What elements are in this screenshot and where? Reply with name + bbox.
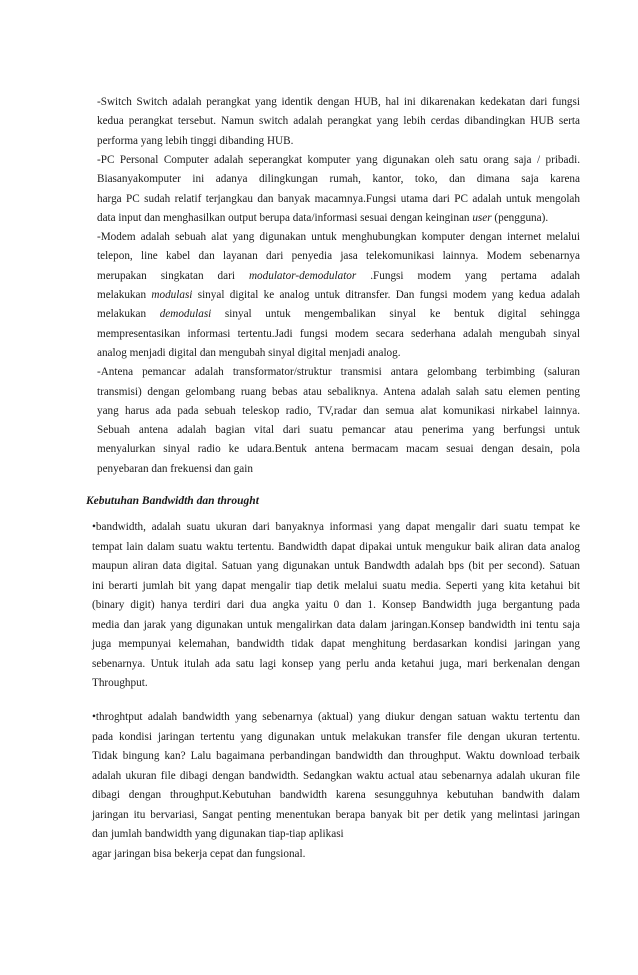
text-line: sebenarnya. Untuk itulah ada satu lagi konsep yang perlu anda ketahui juga, mari berkenalan dengan [92,657,580,670]
text-line: -Modem adalah sebuah alat yang digunakan untuk menghubungkan komputer dengan internet melalui [97,231,580,244]
text-line: menyalurkan sinyal radio ke udara.Bentuk antena bermacam macam sesuai dengan desain, pola [97,443,580,456]
text-line: transmisi) dengan gelombang ruang bebas atau sebaliknya. Antena adalah salah satu elemen penting [97,385,580,398]
text-line: -PC Personal Computer adalah seperangkat komputer yang digunakan oleh satu orang saja / pribadi. [97,153,580,166]
text-line: -Antena pemancar adalah transformator/struktur transmisi antara gelombang terbimbing (saluran [97,366,580,379]
text-line: pada kondisi jaringan tertentu yang digunakan untuk melakukan transfer file dengan ukuran tertentu. [92,730,580,743]
text-line: data input dan menghasilkan output berupa data/informasi sesuai dengan keinginan user (pengguna). [97,211,549,224]
text-line: melakukan modulasi sinyal digital ke analog untuk ditransfer. Dan fungsi modem yang kedua adalah [97,289,580,301]
text-line: dibagi dengan throughput.Kebutuhan bandwidth karena sesungguhnya kebutuhan bandwith dalam [92,789,580,801]
text-line: kedua perangkat tersebut. Namun switch adalah perangkat yang lebih cerdas dibandingkan HUB serta [97,115,580,128]
text-line: ini berarti jumlah bit yang dapat mengalir tiap detik melalui suatu media. Seperti yang kita ketahui bit [92,579,580,592]
text-line: Biasanyakomputer ini adanya dilingkungan rumah, kantor, toko, dan dimana saja karena [97,173,580,186]
text-line: melakukan demodulasi sinyal untuk mengembalikan sinyal ke bentuk digital sehingga [97,308,580,321]
text-line: merupakan singkatan dari modulator-demodulator .Fungsi modem yang pertama adalah [97,269,581,282]
text-line: agar jaringan bisa bekerja cepat dan fungsional. [92,847,306,860]
text-line: juga mempunyai kelemahan, bandwidth tidak dapat menghitung berdasarkan kondisi jaringan yang [92,638,580,650]
text-line: (binary digit) hanya terdiri dari dua angka yaitu 0 dan 1. Konsep Bandwidth juga bergantung pada [92,599,580,611]
section-heading: Kebutuhan Bandwidth dan throught [86,495,259,507]
text-line: tempat lain dalam suatu waktu tertentu. Bandwidth dapat dipakai untuk mengukur baik aliran data analog [92,540,580,553]
text-line: yang harus ada pada sebuah teleskop radio, TV,radar dan semua alat komunikasi nirkabel lainnya. [97,404,580,417]
text-line: maupun aliran data digital. Satuan yang digunakan untuk Bandwdth adalah bps (bit per second). Satuan [92,560,580,572]
text-line: •bandwidth, adalah suatu ukuran dari banyaknya informasi yang dapat mengalir dari suatu tempat ke [92,521,580,533]
text-line: penyebaran dan frekuensi dan gain [97,462,253,475]
text-line: adalah ukuran file dibagi dengan bandwidth. Sedangkan waktu actual atau sebenarnya adalah ukuran file [92,769,580,782]
text-line: jaringan itu bervariasi, Sangat penting menentukan berapa banyak bit per detik yang melintasi jaringan [92,808,580,821]
text-line: telepon, line kabel dan layanan dari penyedia jasa telekomunikasi lainnya. Modem sebenarnya [97,250,580,263]
text-line: Throughput. [92,677,148,689]
text-line: harga PC sudah relatif terjangkau dan banyak macamnya.Fungsi utama dari PC adalah untuk mengolah [97,192,580,205]
text-line: dan jumlah bandwidth yang digunakan tiap-tiap aplikasi [92,828,344,840]
text-line: •throghtput adalah bandwidth yang sebenarnya (aktual) yang diukur dengan satuan waktu tertentu dan [92,711,580,723]
text-line: -Switch Switch adalah perangkat yang identik dengan HUB, hal ini dikarenakan kedekatan dari fungsi [97,96,580,108]
text-line: analog menjadi digital dan mengubah sinyal digital menjadi analog. [97,346,401,359]
text-line: Tidak bingung kan? Lalu bagaimana perbandingan bandwidth dan throughput. Waktu download terbaik [92,750,580,762]
text-line: media dan jarak yang digunakan untuk mengalirkan data dalam jaringan.Konsep bandwidth ini tentu saja [92,618,580,631]
text-line: performa yang lebih tinggi dibanding HUB. [97,134,294,147]
text-line: mempresentasikan informasi tertentu.Jadi fungsi modem secara sederhana adalah mengubah sinyal [97,327,580,340]
text-line: Sebuah antena adalah bagian vital dari suatu pemancar atau penerima yang berfungsi untuk [97,424,580,437]
